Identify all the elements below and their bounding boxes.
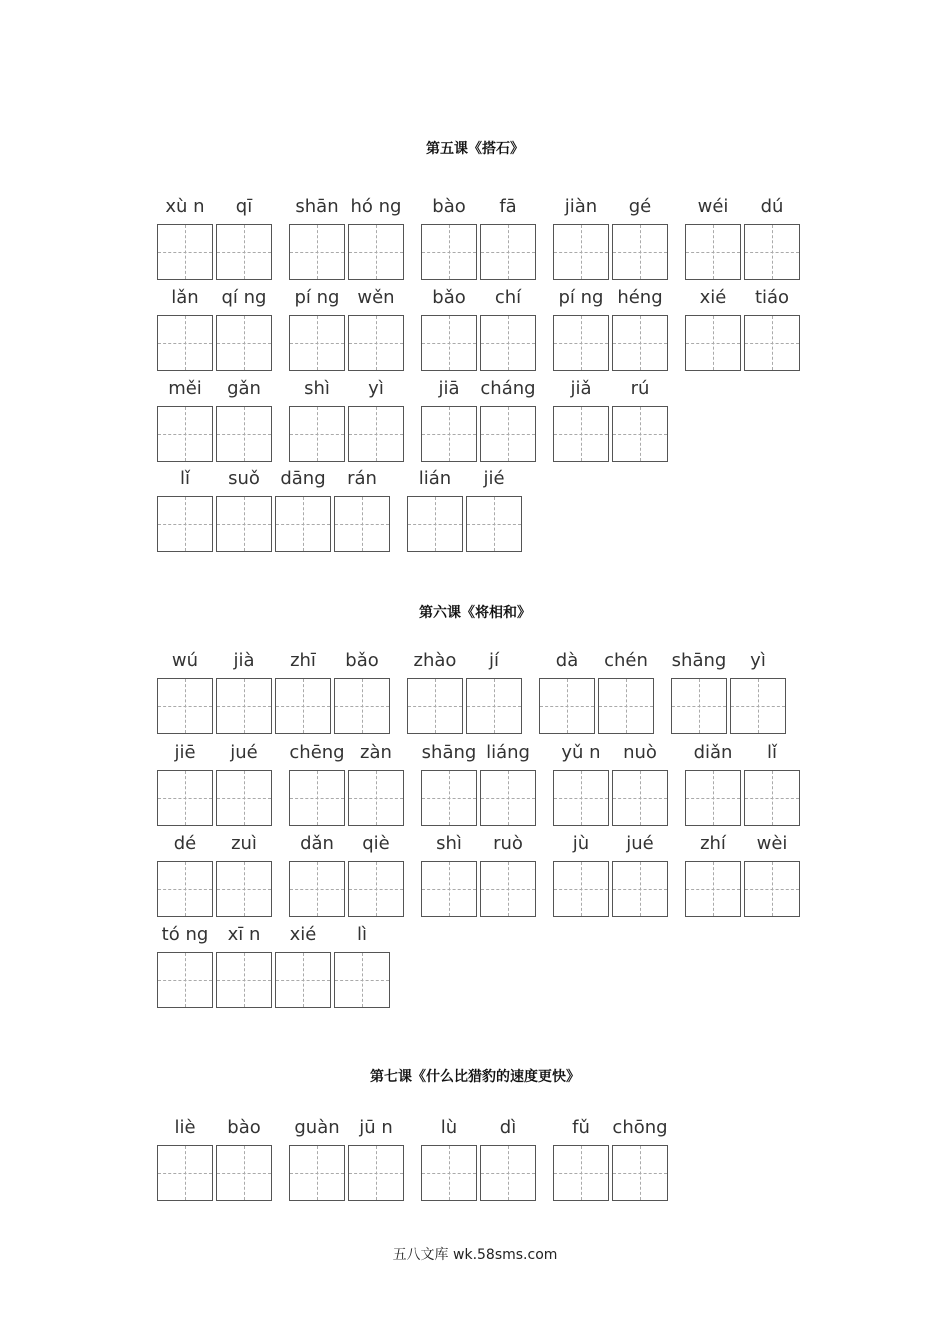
writing-box[interactable]: [539, 678, 595, 734]
word-row: [0, 376, 950, 466]
syllable-cell: [216, 648, 272, 738]
syllable-cell: [466, 466, 522, 556]
syllable-cell: [157, 831, 213, 921]
writing-box[interactable]: [685, 315, 741, 371]
syllable-cell: [480, 1115, 536, 1205]
writing-box[interactable]: [216, 678, 272, 734]
syllable-cell: [685, 194, 741, 284]
pinyin-label: wú: [171, 650, 199, 671]
writing-box[interactable]: [730, 678, 786, 734]
word-group: [553, 194, 671, 284]
pinyin-label: nuò: [623, 742, 657, 763]
writing-box[interactable]: [348, 224, 404, 280]
writing-box[interactable]: [685, 770, 741, 826]
writing-box[interactable]: [216, 315, 272, 371]
syllable-cell: [553, 1115, 609, 1205]
word-group: [157, 194, 275, 284]
word-group: [421, 285, 539, 375]
word-group: [157, 376, 275, 466]
syllable-cell: [157, 194, 213, 284]
word-row: [0, 648, 950, 738]
syllable-cell: [553, 194, 609, 284]
word-group: [671, 648, 789, 738]
pinyin-label: suǒ: [228, 468, 260, 489]
pinyin-label: dǎn: [300, 833, 334, 854]
syllable-cell: [480, 740, 536, 830]
pinyin-label: shì: [304, 378, 330, 399]
word-group: [685, 194, 803, 284]
pinyin-label: chōng: [612, 1117, 668, 1138]
syllable-cell: [289, 740, 345, 830]
syllable-cell: [334, 922, 390, 1012]
word-row: [0, 1115, 950, 1205]
syllable-cell: [289, 1115, 345, 1205]
pinyin-label: jiàn: [564, 196, 598, 217]
syllable-cell: [407, 466, 463, 556]
syllable-cell: [553, 831, 609, 921]
writing-box[interactable]: [334, 496, 390, 552]
writing-box[interactable]: [480, 224, 536, 280]
writing-box[interactable]: [407, 496, 463, 552]
writing-box[interactable]: [421, 861, 477, 917]
writing-box[interactable]: [348, 861, 404, 917]
writing-box[interactable]: [421, 406, 477, 462]
syllable-cell: [744, 285, 800, 375]
writing-box[interactable]: [685, 224, 741, 280]
pinyin-label: wéi: [697, 196, 729, 217]
lesson-title: 第七课《什么比猎豹的速度更快》: [370, 1069, 580, 1085]
lesson-title: 第六课《将相和》: [419, 605, 531, 621]
writing-box[interactable]: [289, 224, 345, 280]
writing-box[interactable]: [407, 678, 463, 734]
syllable-cell: [407, 648, 463, 738]
word-group: [421, 376, 539, 466]
syllable-cell: [598, 648, 654, 738]
syllable-cell: [539, 648, 595, 738]
writing-box[interactable]: [348, 406, 404, 462]
writing-box[interactable]: [612, 315, 668, 371]
pinyin-label: jià: [233, 650, 255, 671]
pinyin-label: diǎn: [693, 742, 733, 763]
pinyin-label: xī n: [227, 924, 261, 945]
syllable-cell: [348, 285, 404, 375]
writing-box[interactable]: [612, 406, 668, 462]
pinyin-label: wěn: [357, 287, 395, 308]
syllable-cell: [334, 648, 390, 738]
pinyin-label: liè: [174, 1117, 196, 1138]
pinyin-label: rán: [347, 468, 377, 489]
syllable-cell: [348, 194, 404, 284]
writing-box[interactable]: [216, 1145, 272, 1201]
writing-box[interactable]: [553, 406, 609, 462]
syllable-cell: [157, 922, 213, 1012]
pinyin-label: jù: [572, 833, 590, 854]
writing-box[interactable]: [216, 861, 272, 917]
word-group: [289, 194, 407, 284]
writing-box[interactable]: [334, 678, 390, 734]
word-group: [289, 831, 407, 921]
syllable-cell: [553, 376, 609, 466]
syllable-cell: [612, 376, 668, 466]
writing-box[interactable]: [157, 496, 213, 552]
writing-box[interactable]: [334, 952, 390, 1008]
syllable-cell: [348, 1115, 404, 1205]
pinyin-label: gǎn: [227, 378, 261, 399]
syllable-cell: [275, 922, 331, 1012]
word-row: [0, 831, 950, 921]
pinyin-label: shān: [295, 196, 339, 217]
writing-box[interactable]: [612, 1145, 668, 1201]
word-group: [421, 740, 539, 830]
syllable-cell: [289, 831, 345, 921]
pinyin-label: jiē: [174, 742, 196, 763]
syllable-cell: [348, 831, 404, 921]
pinyin-label: zàn: [360, 742, 392, 763]
pinyin-label: qí ng: [221, 287, 267, 308]
word-group: [539, 648, 657, 738]
syllable-cell: [348, 740, 404, 830]
footer-watermark: 五八文库 wk.58sms.com: [392, 1247, 558, 1263]
pinyin-label: zhào: [413, 650, 457, 671]
writing-box[interactable]: [289, 315, 345, 371]
word-group: [553, 831, 671, 921]
syllable-cell: [730, 648, 786, 738]
pinyin-label: jū n: [359, 1117, 393, 1138]
syllable-cell: [466, 648, 522, 738]
writing-box[interactable]: [553, 861, 609, 917]
pinyin-label: jiā: [438, 378, 460, 399]
writing-box[interactable]: [612, 770, 668, 826]
syllable-cell: [480, 285, 536, 375]
writing-box[interactable]: [348, 315, 404, 371]
syllable-cell: [421, 831, 477, 921]
syllable-cell: [480, 376, 536, 466]
syllable-cell: [612, 1115, 668, 1205]
writing-box[interactable]: [157, 770, 213, 826]
word-group: [553, 740, 671, 830]
writing-box[interactable]: [157, 406, 213, 462]
pinyin-label: xié: [289, 924, 317, 945]
writing-box[interactable]: [157, 678, 213, 734]
pinyin-label: hó ng: [350, 196, 402, 217]
writing-box[interactable]: [480, 1145, 536, 1201]
word-group: [685, 831, 803, 921]
writing-box[interactable]: [553, 315, 609, 371]
writing-box[interactable]: [289, 1145, 345, 1201]
writing-box[interactable]: [216, 496, 272, 552]
syllable-cell: [216, 285, 272, 375]
pinyin-label: xié: [699, 287, 727, 308]
syllable-cell: [216, 740, 272, 830]
syllable-cell: [421, 1115, 477, 1205]
syllable-cell: [157, 648, 213, 738]
syllable-cell: [216, 194, 272, 284]
pinyin-label: chēng: [289, 742, 345, 763]
syllable-cell: [612, 740, 668, 830]
syllable-cell: [157, 1115, 213, 1205]
syllable-cell: [744, 194, 800, 284]
syllable-cell: [685, 285, 741, 375]
pinyin-label: shāng: [421, 742, 477, 763]
syllable-cell: [289, 194, 345, 284]
syllable-cell: [334, 466, 390, 556]
syllable-cell: [216, 1115, 272, 1205]
writing-box[interactable]: [289, 861, 345, 917]
writing-box[interactable]: [612, 224, 668, 280]
writing-box[interactable]: [348, 1145, 404, 1201]
pinyin-label: gé: [628, 196, 652, 217]
word-group: [421, 831, 539, 921]
pinyin-label: héng: [617, 287, 663, 308]
writing-box[interactable]: [157, 952, 213, 1008]
writing-box[interactable]: [421, 770, 477, 826]
lesson-title: 第五课《搭石》: [426, 141, 524, 157]
pinyin-label: lián: [418, 468, 452, 489]
pinyin-label: jué: [230, 742, 258, 763]
pinyin-label: lù: [440, 1117, 458, 1138]
pinyin-label: měi: [168, 378, 202, 399]
word-group: [421, 1115, 539, 1205]
syllable-cell: [216, 922, 272, 1012]
syllable-cell: [216, 466, 272, 556]
syllable-cell: [275, 648, 331, 738]
pinyin-label: jí: [488, 650, 499, 671]
writing-box[interactable]: [216, 952, 272, 1008]
syllable-cell: [157, 376, 213, 466]
word-group: [157, 831, 275, 921]
syllable-cell: [685, 831, 741, 921]
writing-box[interactable]: [553, 770, 609, 826]
writing-box[interactable]: [157, 1145, 213, 1201]
pinyin-label: chí: [494, 287, 522, 308]
writing-box[interactable]: [480, 315, 536, 371]
pinyin-label: yì: [368, 378, 384, 399]
syllable-cell: [480, 831, 536, 921]
word-group: [685, 740, 803, 830]
writing-box[interactable]: [275, 678, 331, 734]
pinyin-label: shì: [436, 833, 462, 854]
pinyin-label: zhī: [290, 650, 316, 671]
syllable-cell: [421, 376, 477, 466]
word-group: [553, 376, 671, 466]
syllable-cell: [612, 285, 668, 375]
syllable-cell: [348, 376, 404, 466]
pinyin-label: qī: [235, 196, 253, 217]
pinyin-label: pí ng: [294, 287, 340, 308]
writing-box[interactable]: [744, 770, 800, 826]
writing-box[interactable]: [421, 315, 477, 371]
pinyin-label: lì: [356, 924, 367, 945]
pinyin-label: jiǎ: [570, 378, 592, 399]
writing-box[interactable]: [671, 678, 727, 734]
pinyin-label: ruò: [493, 833, 523, 854]
word-group: [407, 648, 525, 738]
pinyin-label: yǔ n: [561, 742, 601, 763]
word-row: [0, 466, 950, 556]
word-group: [553, 285, 671, 375]
pinyin-label: bǎo: [432, 287, 466, 308]
writing-box[interactable]: [348, 770, 404, 826]
syllable-cell: [157, 285, 213, 375]
syllable-cell: [421, 285, 477, 375]
writing-box[interactable]: [553, 224, 609, 280]
syllable-cell: [553, 285, 609, 375]
writing-box[interactable]: [157, 861, 213, 917]
word-group: [157, 648, 393, 738]
pinyin-label: lǐ: [179, 468, 190, 489]
pinyin-label: guàn: [294, 1117, 340, 1138]
writing-box[interactable]: [685, 861, 741, 917]
writing-box[interactable]: [612, 861, 668, 917]
pinyin-label: cháng: [480, 378, 536, 399]
syllable-cell: [612, 831, 668, 921]
pinyin-label: chén: [604, 650, 648, 671]
writing-box[interactable]: [598, 678, 654, 734]
writing-box[interactable]: [289, 406, 345, 462]
writing-box[interactable]: [216, 224, 272, 280]
pinyin-label: zuì: [231, 833, 257, 854]
syllable-cell: [289, 376, 345, 466]
writing-box[interactable]: [216, 770, 272, 826]
word-row: [0, 285, 950, 375]
pinyin-label: dú: [760, 196, 784, 217]
writing-box[interactable]: [466, 496, 522, 552]
writing-box[interactable]: [275, 952, 331, 1008]
pinyin-label: jié: [483, 468, 505, 489]
syllable-cell: [671, 648, 727, 738]
writing-box[interactable]: [216, 406, 272, 462]
word-group: [289, 376, 407, 466]
writing-box[interactable]: [744, 861, 800, 917]
writing-box[interactable]: [421, 1145, 477, 1201]
pinyin-label: tó ng: [161, 924, 209, 945]
syllable-cell: [553, 740, 609, 830]
writing-box[interactable]: [553, 1145, 609, 1201]
pinyin-label: bào: [432, 196, 466, 217]
syllable-cell: [421, 740, 477, 830]
pinyin-label: lǎn: [171, 287, 199, 308]
pinyin-label: dé: [173, 833, 197, 854]
syllable-cell: [289, 285, 345, 375]
word-group: [421, 194, 539, 284]
word-group: [685, 285, 803, 375]
pinyin-label: lǐ: [766, 742, 777, 763]
syllable-cell: [421, 194, 477, 284]
writing-box[interactable]: [480, 770, 536, 826]
pinyin-label: bǎo: [345, 650, 379, 671]
word-row: [0, 194, 950, 284]
word-row: [0, 922, 950, 1012]
writing-box[interactable]: [466, 678, 522, 734]
pinyin-label: pí ng: [558, 287, 604, 308]
writing-box[interactable]: [744, 224, 800, 280]
syllable-cell: [612, 194, 668, 284]
pinyin-label: liáng: [486, 742, 530, 763]
writing-box[interactable]: [480, 861, 536, 917]
pinyin-label: qiè: [362, 833, 390, 854]
pinyin-label: dāng: [280, 468, 326, 489]
word-group: [157, 466, 393, 556]
pinyin-label: fǔ: [572, 1117, 590, 1138]
pinyin-label: wèi: [756, 833, 788, 854]
syllable-cell: [275, 466, 331, 556]
syllable-cell: [216, 376, 272, 466]
word-group: [407, 466, 525, 556]
syllable-cell: [480, 194, 536, 284]
writing-box[interactable]: [744, 315, 800, 371]
writing-box[interactable]: [480, 406, 536, 462]
pinyin-label: fā: [499, 196, 517, 217]
pinyin-label: rú: [630, 378, 650, 399]
syllable-cell: [744, 831, 800, 921]
word-group: [289, 285, 407, 375]
writing-box[interactable]: [421, 224, 477, 280]
pinyin-label: yì: [750, 650, 766, 671]
syllable-cell: [685, 740, 741, 830]
writing-box[interactable]: [289, 770, 345, 826]
word-group: [553, 1115, 671, 1205]
pinyin-label: dà: [555, 650, 579, 671]
syllable-cell: [157, 466, 213, 556]
word-group: [157, 922, 393, 1012]
word-row: [0, 740, 950, 830]
syllable-cell: [216, 831, 272, 921]
syllable-cell: [744, 740, 800, 830]
pinyin-label: zhí: [700, 833, 726, 854]
pinyin-label: shāng: [671, 650, 727, 671]
writing-box[interactable]: [157, 315, 213, 371]
word-group: [157, 740, 275, 830]
pinyin-label: xù n: [165, 196, 205, 217]
pinyin-label: dì: [499, 1117, 517, 1138]
word-group: [289, 740, 407, 830]
word-group: [157, 285, 275, 375]
syllable-cell: [157, 740, 213, 830]
word-group: [157, 1115, 275, 1205]
pinyin-label: bào: [227, 1117, 261, 1138]
writing-box[interactable]: [275, 496, 331, 552]
writing-box[interactable]: [157, 224, 213, 280]
pinyin-label: tiáo: [754, 287, 790, 308]
pinyin-label: jué: [626, 833, 654, 854]
word-group: [289, 1115, 407, 1205]
